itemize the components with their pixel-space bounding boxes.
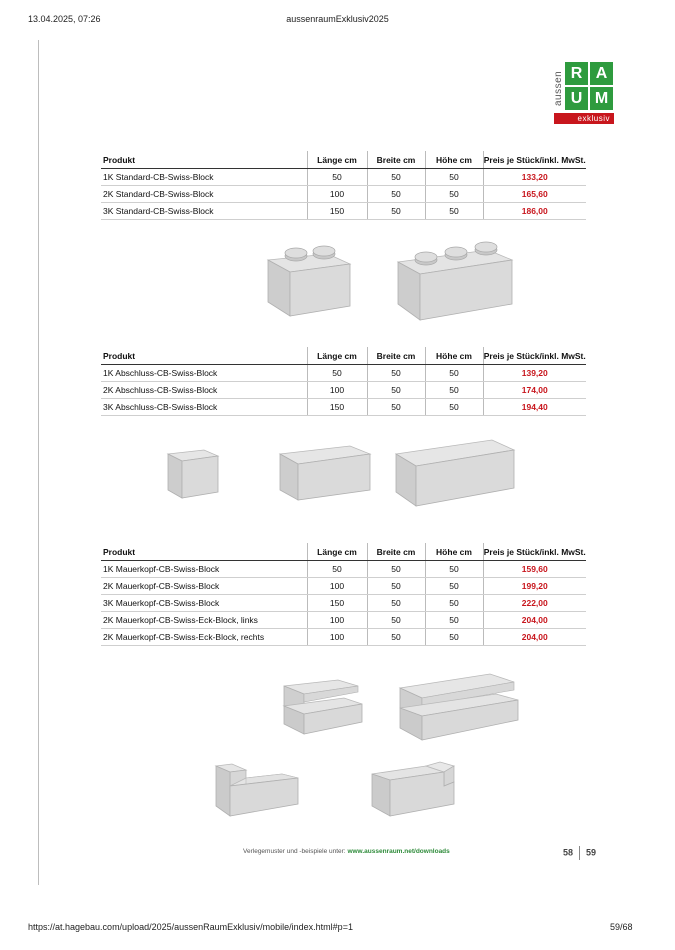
height-cell: 50 (425, 169, 483, 186)
table-row (101, 382, 586, 399)
height-cell: 50 (425, 365, 483, 382)
price-cell: 204,00 (483, 612, 586, 629)
table-header-row (101, 543, 586, 561)
price-table-standard (101, 151, 586, 220)
height-cell: 50 (425, 578, 483, 595)
logo-letter-r: R (565, 62, 588, 85)
logo-banner: exklusiv (554, 113, 614, 124)
product-name: 2K Standard-CB-Swiss-Block (101, 186, 307, 203)
page-number-left: 58 (563, 847, 574, 858)
width-cell: 50 (367, 578, 425, 595)
length-cell: 150 (307, 203, 367, 220)
length-cell: 100 (307, 382, 367, 399)
table-row (101, 186, 586, 203)
width-cell: 50 (367, 595, 425, 612)
print-page-count: 59/68 (610, 922, 633, 932)
width-cell: 50 (367, 365, 425, 382)
width-cell: 50 (367, 399, 425, 416)
table-row (101, 203, 586, 220)
mauerkopf-block-image-3k (396, 664, 522, 744)
abschluss-block-image-2k (276, 440, 374, 504)
price-cell: 139,20 (483, 365, 586, 382)
table-header-row (101, 347, 586, 365)
price-table-mauerkopf (101, 543, 586, 646)
length-cell: 50 (307, 365, 367, 382)
mauerkopf-eck-block-links-image (212, 744, 302, 820)
header-produkt: Produkt (101, 347, 307, 365)
length-cell: 50 (307, 561, 367, 578)
header-laenge: Länge cm (307, 347, 367, 365)
raum-exklusiv-logo (554, 60, 616, 126)
price-cell: 133,20 (483, 169, 586, 186)
width-cell: 50 (367, 169, 425, 186)
length-cell: 100 (307, 578, 367, 595)
header-hoehe: Höhe cm (425, 151, 483, 169)
product-name: 2K Mauerkopf-CB-Swiss-Eck-Block, links (101, 612, 307, 629)
height-cell: 50 (425, 629, 483, 646)
length-cell: 100 (307, 612, 367, 629)
product-name: 3K Mauerkopf-CB-Swiss-Block (101, 595, 307, 612)
table-row (101, 595, 586, 612)
downloads-footnote (243, 848, 450, 855)
price-cell: 159,60 (483, 561, 586, 578)
print-url: https://at.hagebau.com/upload/2025/aussenRaumExklusiv/mobile/index.html#p=1 (28, 922, 353, 932)
header-preis: Preis je Stück/inkl. MwSt. (483, 347, 586, 365)
logo-letter-a: A (590, 62, 613, 85)
logo-letter-u: U (565, 87, 588, 110)
header-breite: Breite cm (367, 347, 425, 365)
standard-block-image-2k (262, 240, 356, 320)
height-cell: 50 (425, 382, 483, 399)
table-row (101, 561, 586, 578)
price-cell: 222,00 (483, 595, 586, 612)
product-name: 3K Abschluss-CB-Swiss-Block (101, 399, 307, 416)
width-cell: 50 (367, 629, 425, 646)
header-breite: Breite cm (367, 543, 425, 561)
header-preis: Preis je Stück/inkl. MwSt. (483, 151, 586, 169)
page-numbers (563, 846, 596, 860)
price-cell: 165,60 (483, 186, 586, 203)
print-datetime: 13.04.2025, 07:26 (28, 14, 101, 24)
price-cell: 174,00 (483, 382, 586, 399)
table-row (101, 629, 586, 646)
product-name: 2K Mauerkopf-CB-Swiss-Eck-Block, rechts (101, 629, 307, 646)
header-hoehe: Höhe cm (425, 347, 483, 365)
page-number-separator (579, 846, 580, 860)
length-cell: 50 (307, 169, 367, 186)
height-cell: 50 (425, 561, 483, 578)
height-cell: 50 (425, 186, 483, 203)
table-header-row (101, 151, 586, 169)
width-cell: 50 (367, 612, 425, 629)
header-hoehe: Höhe cm (425, 543, 483, 561)
print-title: aussenraumExklusiv2025 (286, 14, 389, 24)
table-row (101, 365, 586, 382)
product-name: 1K Standard-CB-Swiss-Block (101, 169, 307, 186)
price-cell: 194,40 (483, 399, 586, 416)
price-cell: 204,00 (483, 629, 586, 646)
standard-block-image-3k (394, 236, 518, 324)
length-cell: 100 (307, 186, 367, 203)
width-cell: 50 (367, 382, 425, 399)
header-preis: Preis je Stück/inkl. MwSt. (483, 543, 586, 561)
header-breite: Breite cm (367, 151, 425, 169)
length-cell: 100 (307, 629, 367, 646)
downloads-link[interactable]: www.aussenraum.net/downloads (347, 848, 450, 855)
abschluss-block-image-3k (392, 436, 518, 510)
table-row (101, 612, 586, 629)
price-table-abschluss (101, 347, 586, 416)
height-cell: 50 (425, 612, 483, 629)
header-laenge: Länge cm (307, 151, 367, 169)
length-cell: 150 (307, 595, 367, 612)
product-name: 1K Abschluss-CB-Swiss-Block (101, 365, 307, 382)
logo-letter-grid (565, 62, 613, 110)
price-cell: 199,20 (483, 578, 586, 595)
height-cell: 50 (425, 595, 483, 612)
page-number-right: 59 (586, 847, 597, 858)
price-cell: 186,00 (483, 203, 586, 220)
header-laenge: Länge cm (307, 543, 367, 561)
height-cell: 50 (425, 203, 483, 220)
table-row (101, 169, 586, 186)
product-name: 2K Mauerkopf-CB-Swiss-Block (101, 578, 307, 595)
header-produkt: Produkt (101, 151, 307, 169)
width-cell: 50 (367, 186, 425, 203)
header-produkt: Produkt (101, 543, 307, 561)
mauerkopf-block-image-2k (278, 664, 366, 738)
abschluss-block-image-1k (164, 444, 222, 500)
mauerkopf-eck-block-rechts-image (368, 744, 458, 820)
logo-letter-m: M (590, 87, 613, 110)
length-cell: 150 (307, 399, 367, 416)
product-name: 3K Standard-CB-Swiss-Block (101, 203, 307, 220)
footnote-text: Verlegemuster und -beispiele unter: (243, 848, 348, 855)
width-cell: 50 (367, 561, 425, 578)
table-row (101, 578, 586, 595)
table-row (101, 399, 586, 416)
logo-side-text: aussen (553, 70, 564, 106)
width-cell: 50 (367, 203, 425, 220)
product-name: 2K Abschluss-CB-Swiss-Block (101, 382, 307, 399)
height-cell: 50 (425, 399, 483, 416)
product-name: 1K Mauerkopf-CB-Swiss-Block (101, 561, 307, 578)
page-divider-line (38, 40, 39, 885)
